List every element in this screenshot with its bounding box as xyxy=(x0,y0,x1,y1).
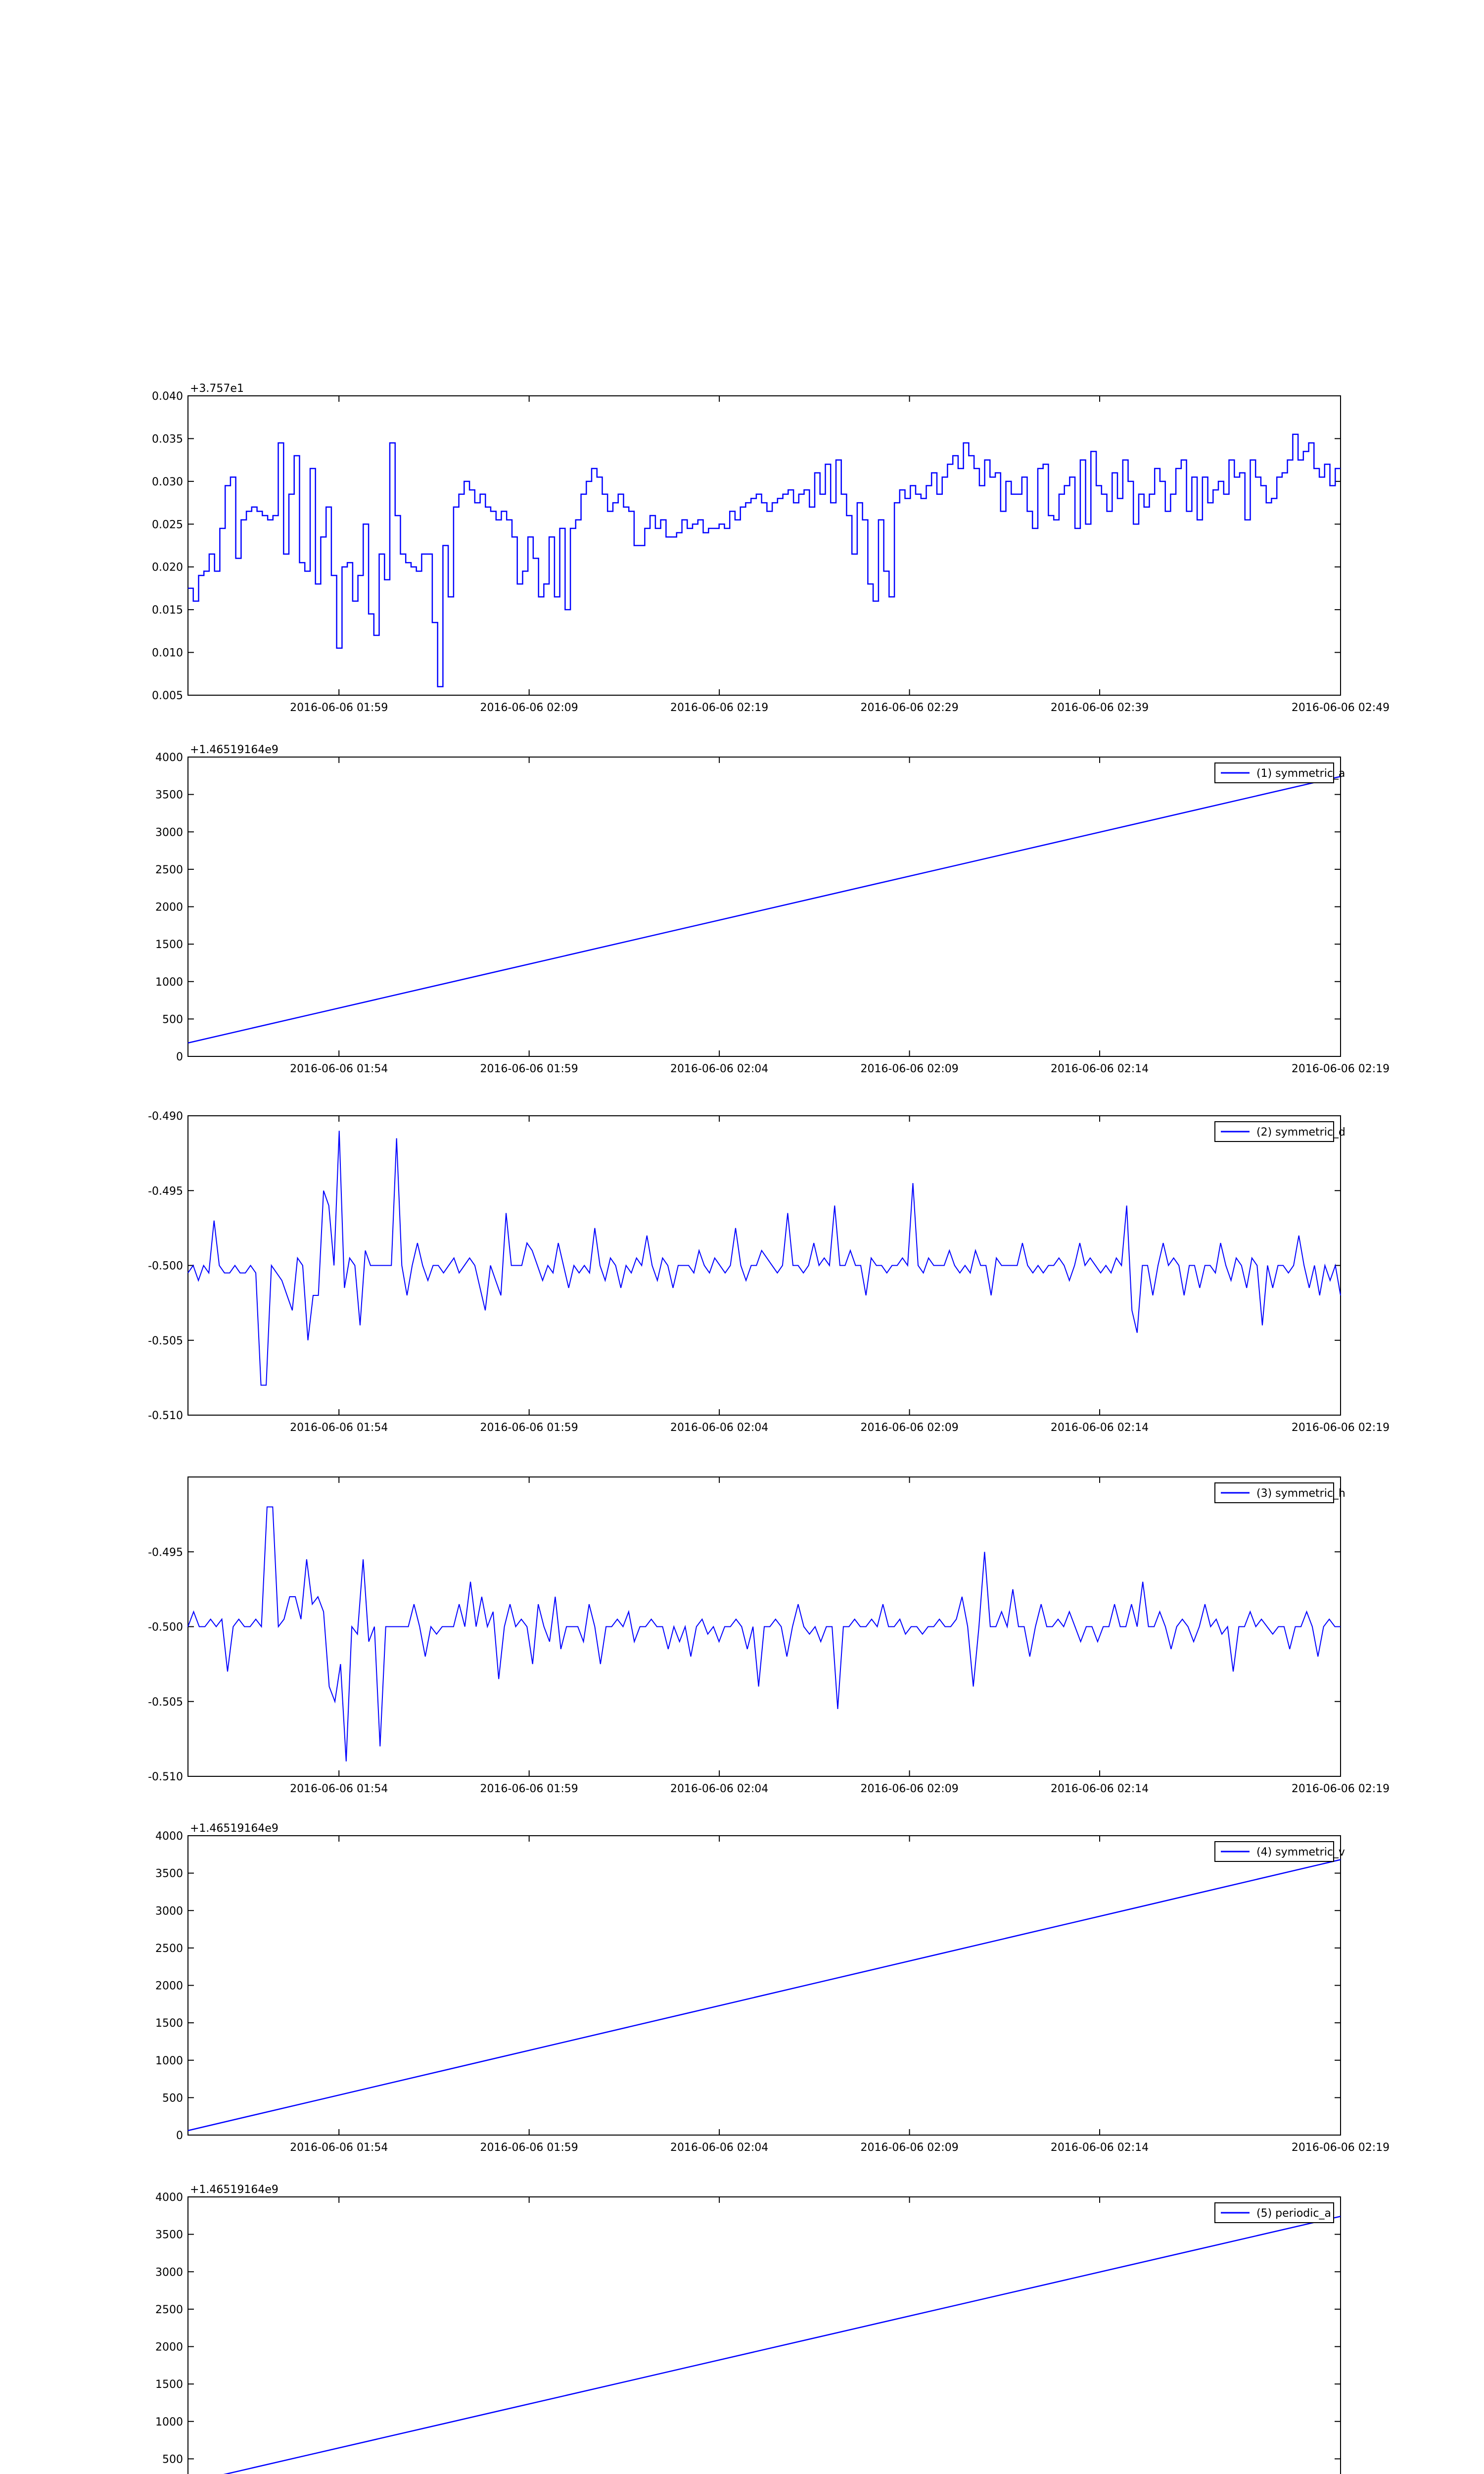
y-tick-label: 4000 xyxy=(155,752,183,764)
x-tick-label: 2016-06-06 02:19 xyxy=(1291,1422,1390,1434)
subplot-4 xyxy=(148,1477,1390,1795)
x-tick-label: 2016-06-06 01:54 xyxy=(290,1422,388,1434)
x-tick-label: 2016-06-06 01:59 xyxy=(480,1783,578,1795)
x-tick-label: 2016-06-06 01:59 xyxy=(290,702,388,714)
x-tick-label: 2016-06-06 02:14 xyxy=(1050,2141,1149,2154)
subplot-1 xyxy=(152,382,1390,714)
y-tick-label: -0.495 xyxy=(148,1185,183,1198)
y-tick-label: 0.015 xyxy=(152,604,183,617)
y-tick-label: 2000 xyxy=(155,2341,183,2354)
y-tick-label: 2500 xyxy=(155,863,183,876)
y-tick-label: 3000 xyxy=(155,1905,183,1918)
y-tick-label: 4000 xyxy=(155,1830,183,1843)
y-tick-label: 500 xyxy=(162,2092,183,2105)
y-tick-label: 3000 xyxy=(155,2266,183,2279)
legend xyxy=(1215,1483,1345,1503)
x-tick-label: 2016-06-06 02:09 xyxy=(480,702,578,714)
x-tick-label: 2016-06-06 02:14 xyxy=(1050,1063,1149,1075)
x-tick-label: 2016-06-06 02:04 xyxy=(670,1783,769,1795)
y-tick-label: 0.030 xyxy=(152,476,183,488)
legend-label: (2) symmetric_d xyxy=(1256,1126,1345,1139)
axes-frame xyxy=(188,396,1341,695)
x-tick-label: 2016-06-06 02:49 xyxy=(1291,702,1390,714)
legend-label: (4) symmetric_v xyxy=(1256,1846,1345,1858)
x-tick-label: 2016-06-06 02:04 xyxy=(670,1422,769,1434)
y-tick-label: 1500 xyxy=(155,2379,183,2391)
y-tick-label: 500 xyxy=(162,1013,183,1026)
y-tick-label: 2500 xyxy=(155,1942,183,1955)
y-tick-label: 1500 xyxy=(155,939,183,952)
y-tick-label: 0 xyxy=(176,1051,183,1063)
legend-label: (5) periodic_a xyxy=(1256,2207,1331,2220)
x-tick-label: 2016-06-06 02:14 xyxy=(1050,1783,1149,1795)
x-tick-label: 2016-06-06 02:04 xyxy=(670,2141,769,2154)
y-tick-label: 1000 xyxy=(155,2054,183,2067)
y-tick-label: 2000 xyxy=(155,901,183,914)
subplot-6 xyxy=(155,2184,1390,2474)
y-tick-label: 3500 xyxy=(155,789,183,802)
legend xyxy=(1215,1842,1345,1861)
y-tick-label: 2000 xyxy=(155,1980,183,1993)
x-tick-label: 2016-06-06 02:29 xyxy=(860,702,959,714)
x-tick-label: 2016-06-06 02:19 xyxy=(1291,1063,1390,1075)
x-tick-label: 2016-06-06 01:54 xyxy=(290,2141,388,2154)
legend xyxy=(1215,2203,1334,2223)
x-tick-label: 2016-06-06 02:14 xyxy=(1050,1422,1149,1434)
y-tick-label: 0.025 xyxy=(152,519,183,531)
subplot-5 xyxy=(155,1822,1390,2154)
x-tick-label: 2016-06-06 02:39 xyxy=(1050,702,1149,714)
y-tick-label: -0.505 xyxy=(148,1696,183,1709)
x-tick-label: 2016-06-06 02:09 xyxy=(860,1783,959,1795)
x-tick-label: 2016-06-06 01:54 xyxy=(290,1783,388,1795)
x-tick-label: 2016-06-06 02:19 xyxy=(1291,2141,1390,2154)
x-tick-label: 2016-06-06 02:09 xyxy=(860,1422,959,1434)
y-tick-label: 1000 xyxy=(155,976,183,989)
subplot-2 xyxy=(155,744,1390,1075)
y-tick-label: 0 xyxy=(176,2130,183,2142)
y-tick-label: 4000 xyxy=(155,2191,183,2204)
y-tick-label: -0.495 xyxy=(148,1546,183,1559)
y-tick-label: -0.500 xyxy=(148,1621,183,1634)
axis-offset-label: +1.46519164e9 xyxy=(190,1822,278,1835)
y-tick-label: -0.500 xyxy=(148,1260,183,1273)
axis-offset-label: +3.757e1 xyxy=(190,382,244,395)
y-tick-label: 1000 xyxy=(155,2416,183,2428)
subplot-3 xyxy=(148,1110,1390,1434)
x-tick-label: 2016-06-06 02:09 xyxy=(860,1063,959,1075)
y-tick-label: 0.020 xyxy=(152,561,183,574)
legend-label: (3) symmetric_h xyxy=(1256,1487,1345,1500)
y-tick-label: 3500 xyxy=(155,1867,183,1880)
x-tick-label: 2016-06-06 01:59 xyxy=(480,2141,578,2154)
y-tick-label: -0.510 xyxy=(148,1410,183,1422)
x-tick-label: 2016-06-06 01:59 xyxy=(480,1422,578,1434)
y-tick-label: -0.490 xyxy=(148,1110,183,1123)
y-tick-label: 3500 xyxy=(155,2229,183,2241)
axes-frame xyxy=(188,1116,1341,1415)
y-tick-label: -0.510 xyxy=(148,1771,183,1783)
y-tick-label: 0.005 xyxy=(152,690,183,702)
x-tick-label: 2016-06-06 02:19 xyxy=(670,702,769,714)
legend xyxy=(1215,763,1345,783)
y-tick-label: 1500 xyxy=(155,2017,183,2030)
x-tick-label: 2016-06-06 01:59 xyxy=(480,1063,578,1075)
y-tick-label: -0.505 xyxy=(148,1334,183,1347)
y-tick-label: 3000 xyxy=(155,826,183,839)
y-tick-label: 0.035 xyxy=(152,433,183,446)
axis-offset-label: +1.46519164e9 xyxy=(190,744,278,756)
legend-label: (1) symmetric_a xyxy=(1256,767,1345,780)
y-tick-label: 500 xyxy=(162,2453,183,2466)
axis-offset-label: +1.46519164e9 xyxy=(190,2184,278,2196)
x-tick-label: 2016-06-06 02:19 xyxy=(1291,1783,1390,1795)
y-tick-label: 0.040 xyxy=(152,390,183,403)
x-tick-label: 2016-06-06 02:09 xyxy=(860,2141,959,2154)
y-tick-label: 0.010 xyxy=(152,647,183,660)
axes-frame xyxy=(188,757,1341,1056)
y-tick-label: 2500 xyxy=(155,2303,183,2316)
x-tick-label: 2016-06-06 02:04 xyxy=(670,1063,769,1075)
x-tick-label: 2016-06-06 01:54 xyxy=(290,1063,388,1075)
legend xyxy=(1215,1122,1345,1142)
axes-frame xyxy=(188,2197,1341,2474)
